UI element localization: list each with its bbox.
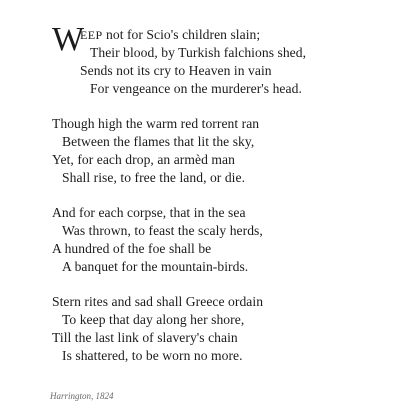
stanza-1 bbox=[52, 21, 382, 98]
poem-line: Between the flames that lit the sky, bbox=[62, 134, 255, 149]
poem-line: Though high the warm red torrent ran bbox=[52, 116, 260, 131]
stanza-4 bbox=[52, 293, 382, 365]
poem-line: Is shattered, to be worn no more. bbox=[62, 348, 243, 363]
small-caps-text: EEP bbox=[80, 28, 103, 42]
poem-body bbox=[52, 21, 382, 382]
poem-line: Was thrown, to feast the scaly herds, bbox=[62, 223, 263, 238]
stanza-3 bbox=[52, 204, 382, 276]
poem-line: Shall rise, to free the land, or die. bbox=[62, 170, 246, 185]
poem-line: Sends not its cry to Heaven in vain bbox=[80, 63, 272, 78]
poem-line: For vengeance on the murderer's head. bbox=[90, 81, 302, 96]
poem-line: A hundred of the foe shall be bbox=[52, 241, 212, 256]
poem-line: Till the last link of slavery's chain bbox=[52, 330, 238, 345]
drop-cap: W bbox=[52, 21, 85, 58]
poem-line: Stern rites and sad shall Greece ordain bbox=[52, 294, 264, 309]
stanza-2 bbox=[52, 115, 382, 187]
poem-line: Their blood, by Turkish falchions shed, bbox=[90, 45, 307, 60]
poem-line: To keep that day along her shore, bbox=[62, 312, 245, 327]
poem-line: And for each corpse, that in the sea bbox=[52, 205, 246, 220]
poem-line: A banquet for the mountain-birds. bbox=[62, 259, 249, 274]
line-text: not for Scio's children slain; bbox=[102, 27, 261, 42]
attribution-fragment: Harrington, 1824 bbox=[50, 391, 114, 401]
poem-line: Yet, for each drop, an armèd man bbox=[52, 152, 235, 167]
